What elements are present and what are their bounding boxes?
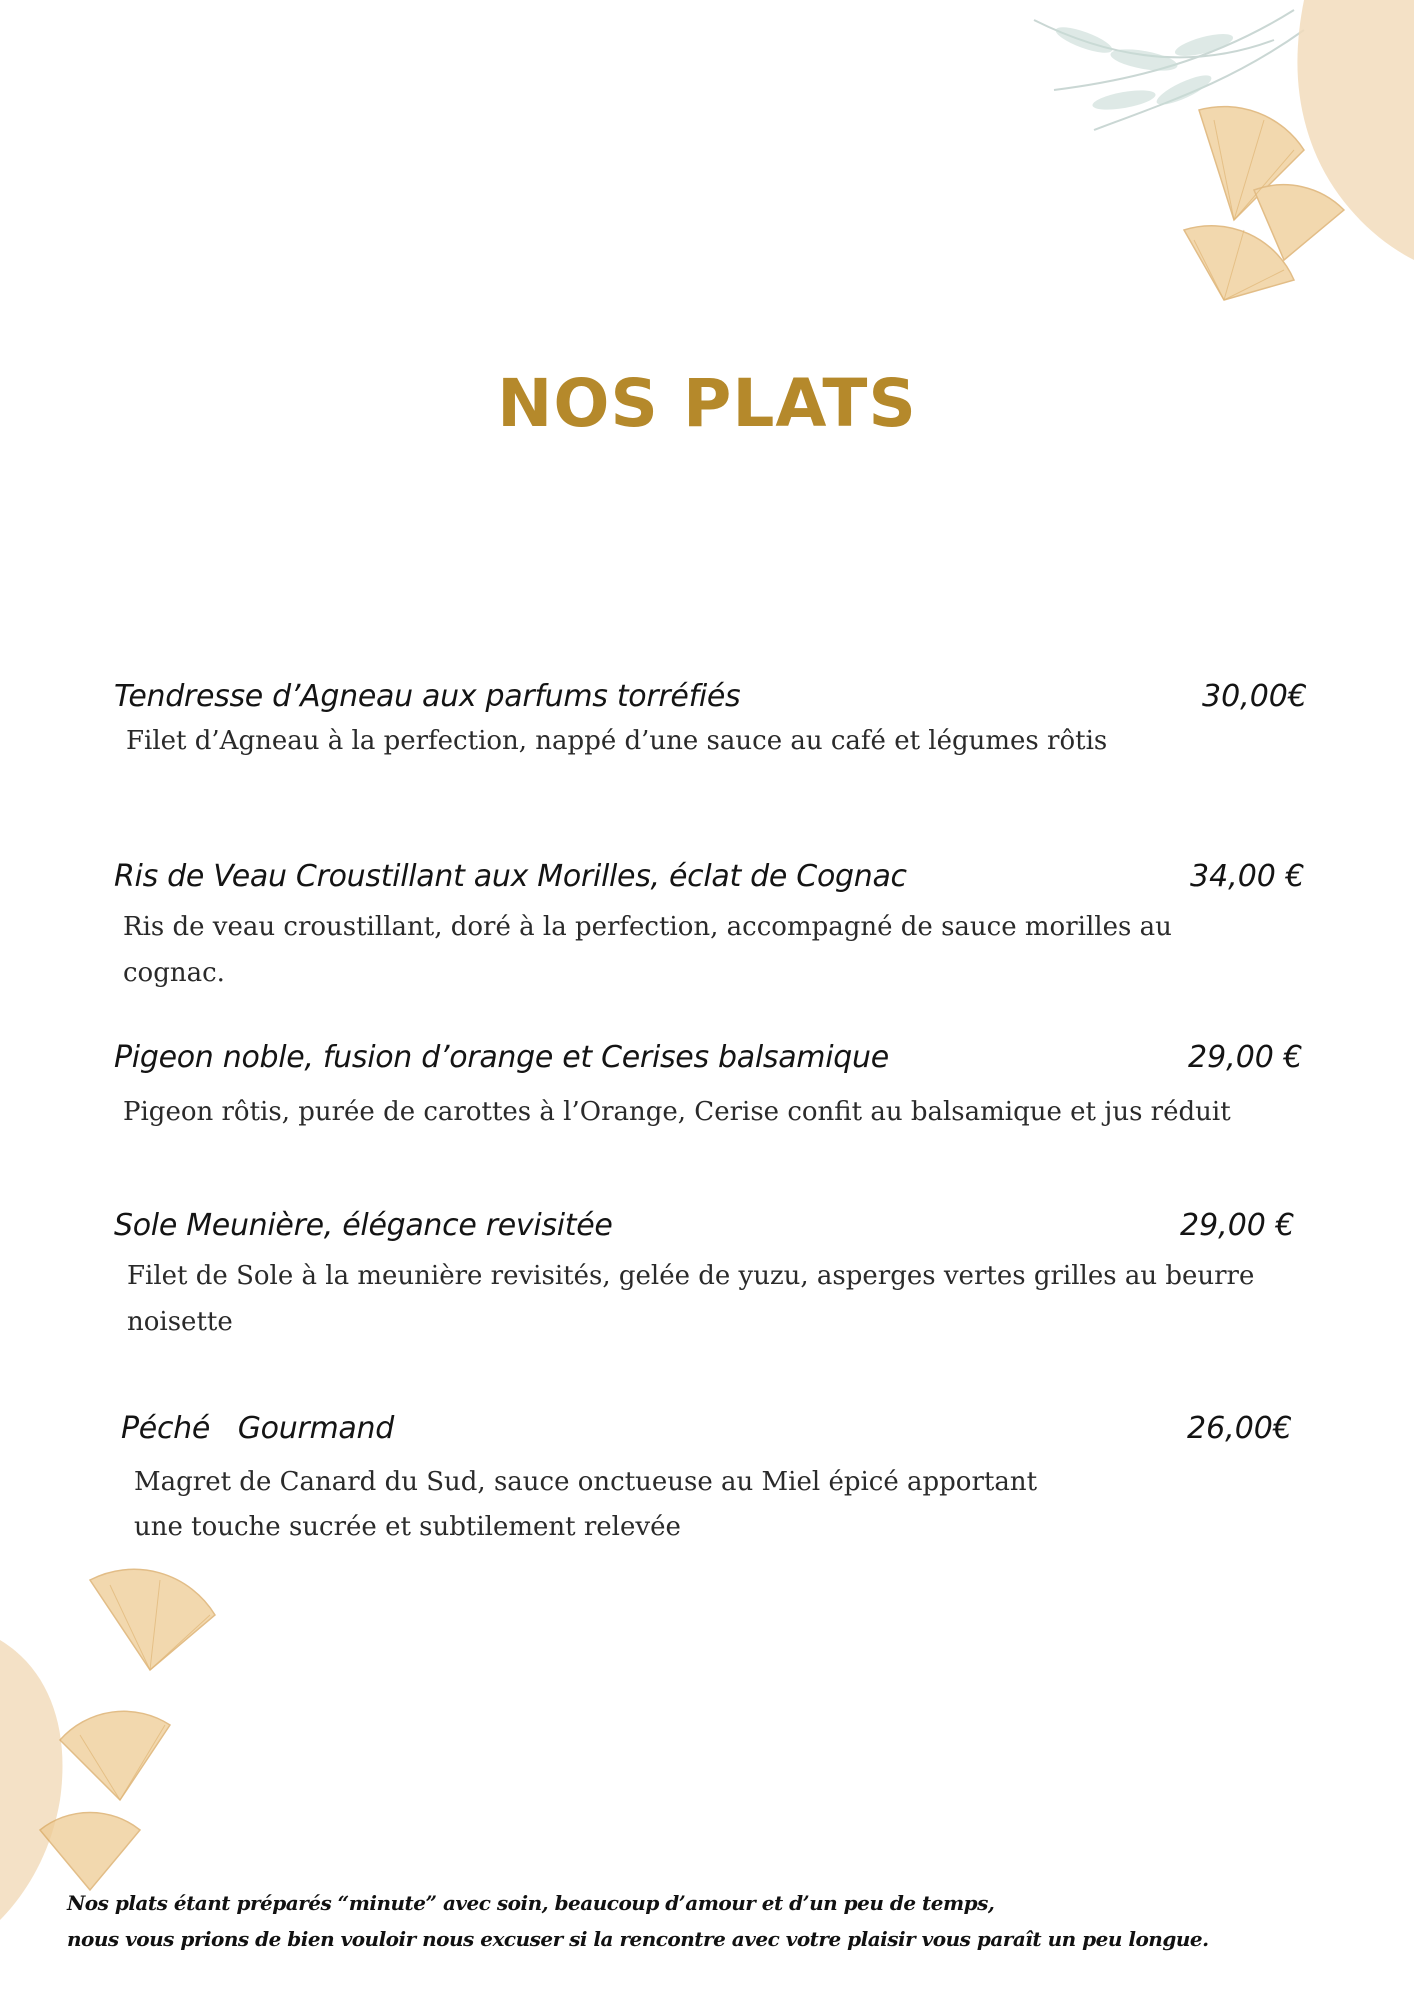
dish-name: Sole Meunière, élégance revisitée — [114, 1208, 613, 1243]
dish-description: Filet d’Agneau à la perfection, nappé d’une sauce au café et légumes rôtis — [126, 726, 1108, 756]
footer-line: nous vous prions de bien vouloir nous excuser si la rencontre avec votre plaisir vous paraît un peu longue. — [67, 1927, 1209, 1951]
dish-description: noisette — [127, 1307, 233, 1337]
footer-note — [67, 1885, 1209, 1957]
dish-description: Magret de Canard du Sud, sauce onctueuse au Miel épicé apportant — [134, 1467, 1038, 1497]
floral-decoration-top-icon — [974, 0, 1414, 360]
dish-name: Péché Gourmand — [121, 1411, 394, 1446]
dish-price: 29,00 € — [1180, 1208, 1295, 1243]
dish-description: cognac. — [123, 958, 225, 988]
footer-line: Nos plats étant préparés “minute” avec soin, beaucoup d’amour et d’un peu de temps, — [67, 1891, 995, 1915]
dish-price: 30,00€ — [1202, 679, 1307, 714]
floral-decoration-bottom-icon — [0, 1560, 240, 1940]
page-title: NOS PLATS — [497, 365, 917, 442]
dish-description: Ris de veau croustillant, doré à la perfection, accompagné de sauce morilles au — [123, 912, 1172, 942]
dish-description: une touche sucrée et subtilement relevée — [134, 1512, 681, 1542]
dish-name: Ris de Veau Croustillant aux Morilles, éclat de Cognac — [114, 859, 907, 894]
dish-name: Tendresse d’Agneau aux parfums torréfiés — [114, 679, 741, 714]
dish-price: 29,00 € — [1188, 1040, 1303, 1075]
dish-description: Filet de Sole à la meunière revisités, gelée de yuzu, asperges vertes grilles au beurre — [127, 1261, 1255, 1291]
dish-name: Pigeon noble, fusion d’orange et Cerises balsamique — [114, 1040, 889, 1075]
dish-price: 34,00 € — [1190, 859, 1305, 894]
dish-price: 26,00€ — [1187, 1411, 1292, 1446]
dish-description: Pigeon rôtis, purée de carottes à l’Orange, Cerise confit au balsamique et jus réduit — [123, 1097, 1231, 1127]
